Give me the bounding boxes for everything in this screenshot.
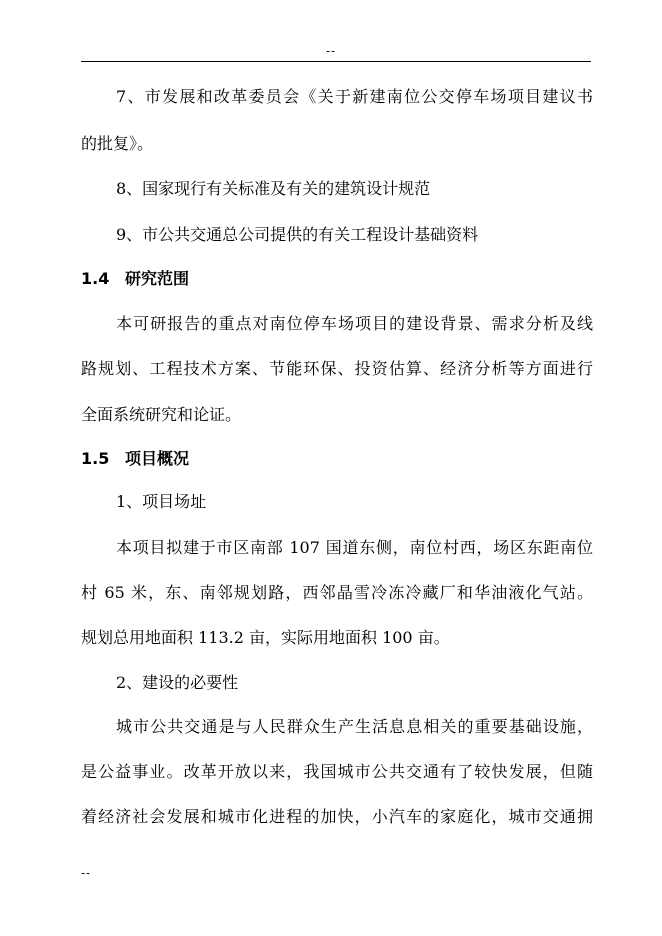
need-line3: 着经济社会发展和城市化进程的加快，小汽车的家庭化，城市交通拥	[81, 807, 593, 826]
section-number: 1.5	[81, 449, 110, 468]
need-line2: 是公益事业。改革开放以来，我国城市公共交通有了较快发展，但随	[81, 762, 593, 781]
section-1-5-heading	[81, 448, 593, 470]
footer-mark: --	[81, 866, 92, 880]
item8: 8、国家现行有关标准及有关的建筑设计规范	[116, 179, 431, 198]
section-number: 1.4	[81, 269, 110, 288]
site-line1: 本项目拟建于市区南部 107 国道东侧，南位村西，场区东距南位	[116, 538, 593, 557]
need-line1: 城市公共交通是与人民群众生产生活息息相关的重要基础设施，	[116, 717, 593, 736]
scope-line2: 路规划、工程技术方案、节能环保、投资估算、经济分析等方面进行	[81, 359, 593, 378]
site-line2: 村 65 米，东、南邻规划路，西邻晶雪冷冻冷藏厂和华油液化气站。	[81, 583, 593, 602]
sub2-title: 2、建设的必要性	[116, 673, 239, 692]
scope-line1: 本可研报告的重点对南位停车场项目的建设背景、需求分析及线	[116, 314, 593, 333]
section-title: 项目概况	[125, 449, 190, 468]
site-line3: 规划总用地面积 113.2 亩，实际用地面积 100 亩。	[81, 628, 450, 647]
section-title: 研究范围	[125, 269, 190, 288]
header-rule	[81, 61, 591, 62]
header-mark: --	[325, 44, 337, 58]
section-1-4-heading	[81, 268, 593, 290]
item7-line2: 的批复》。	[81, 134, 154, 153]
scope-line3: 全面系统研究和论证。	[81, 405, 242, 424]
item7-line1: 7、市发展和改革委员会《关于新建南位公交停车场项目建议书	[116, 87, 593, 106]
sub1-title: 1、项目场址	[116, 492, 207, 511]
item9: 9、市公共交通总公司提供的有关工程设计基础资料	[116, 225, 479, 244]
